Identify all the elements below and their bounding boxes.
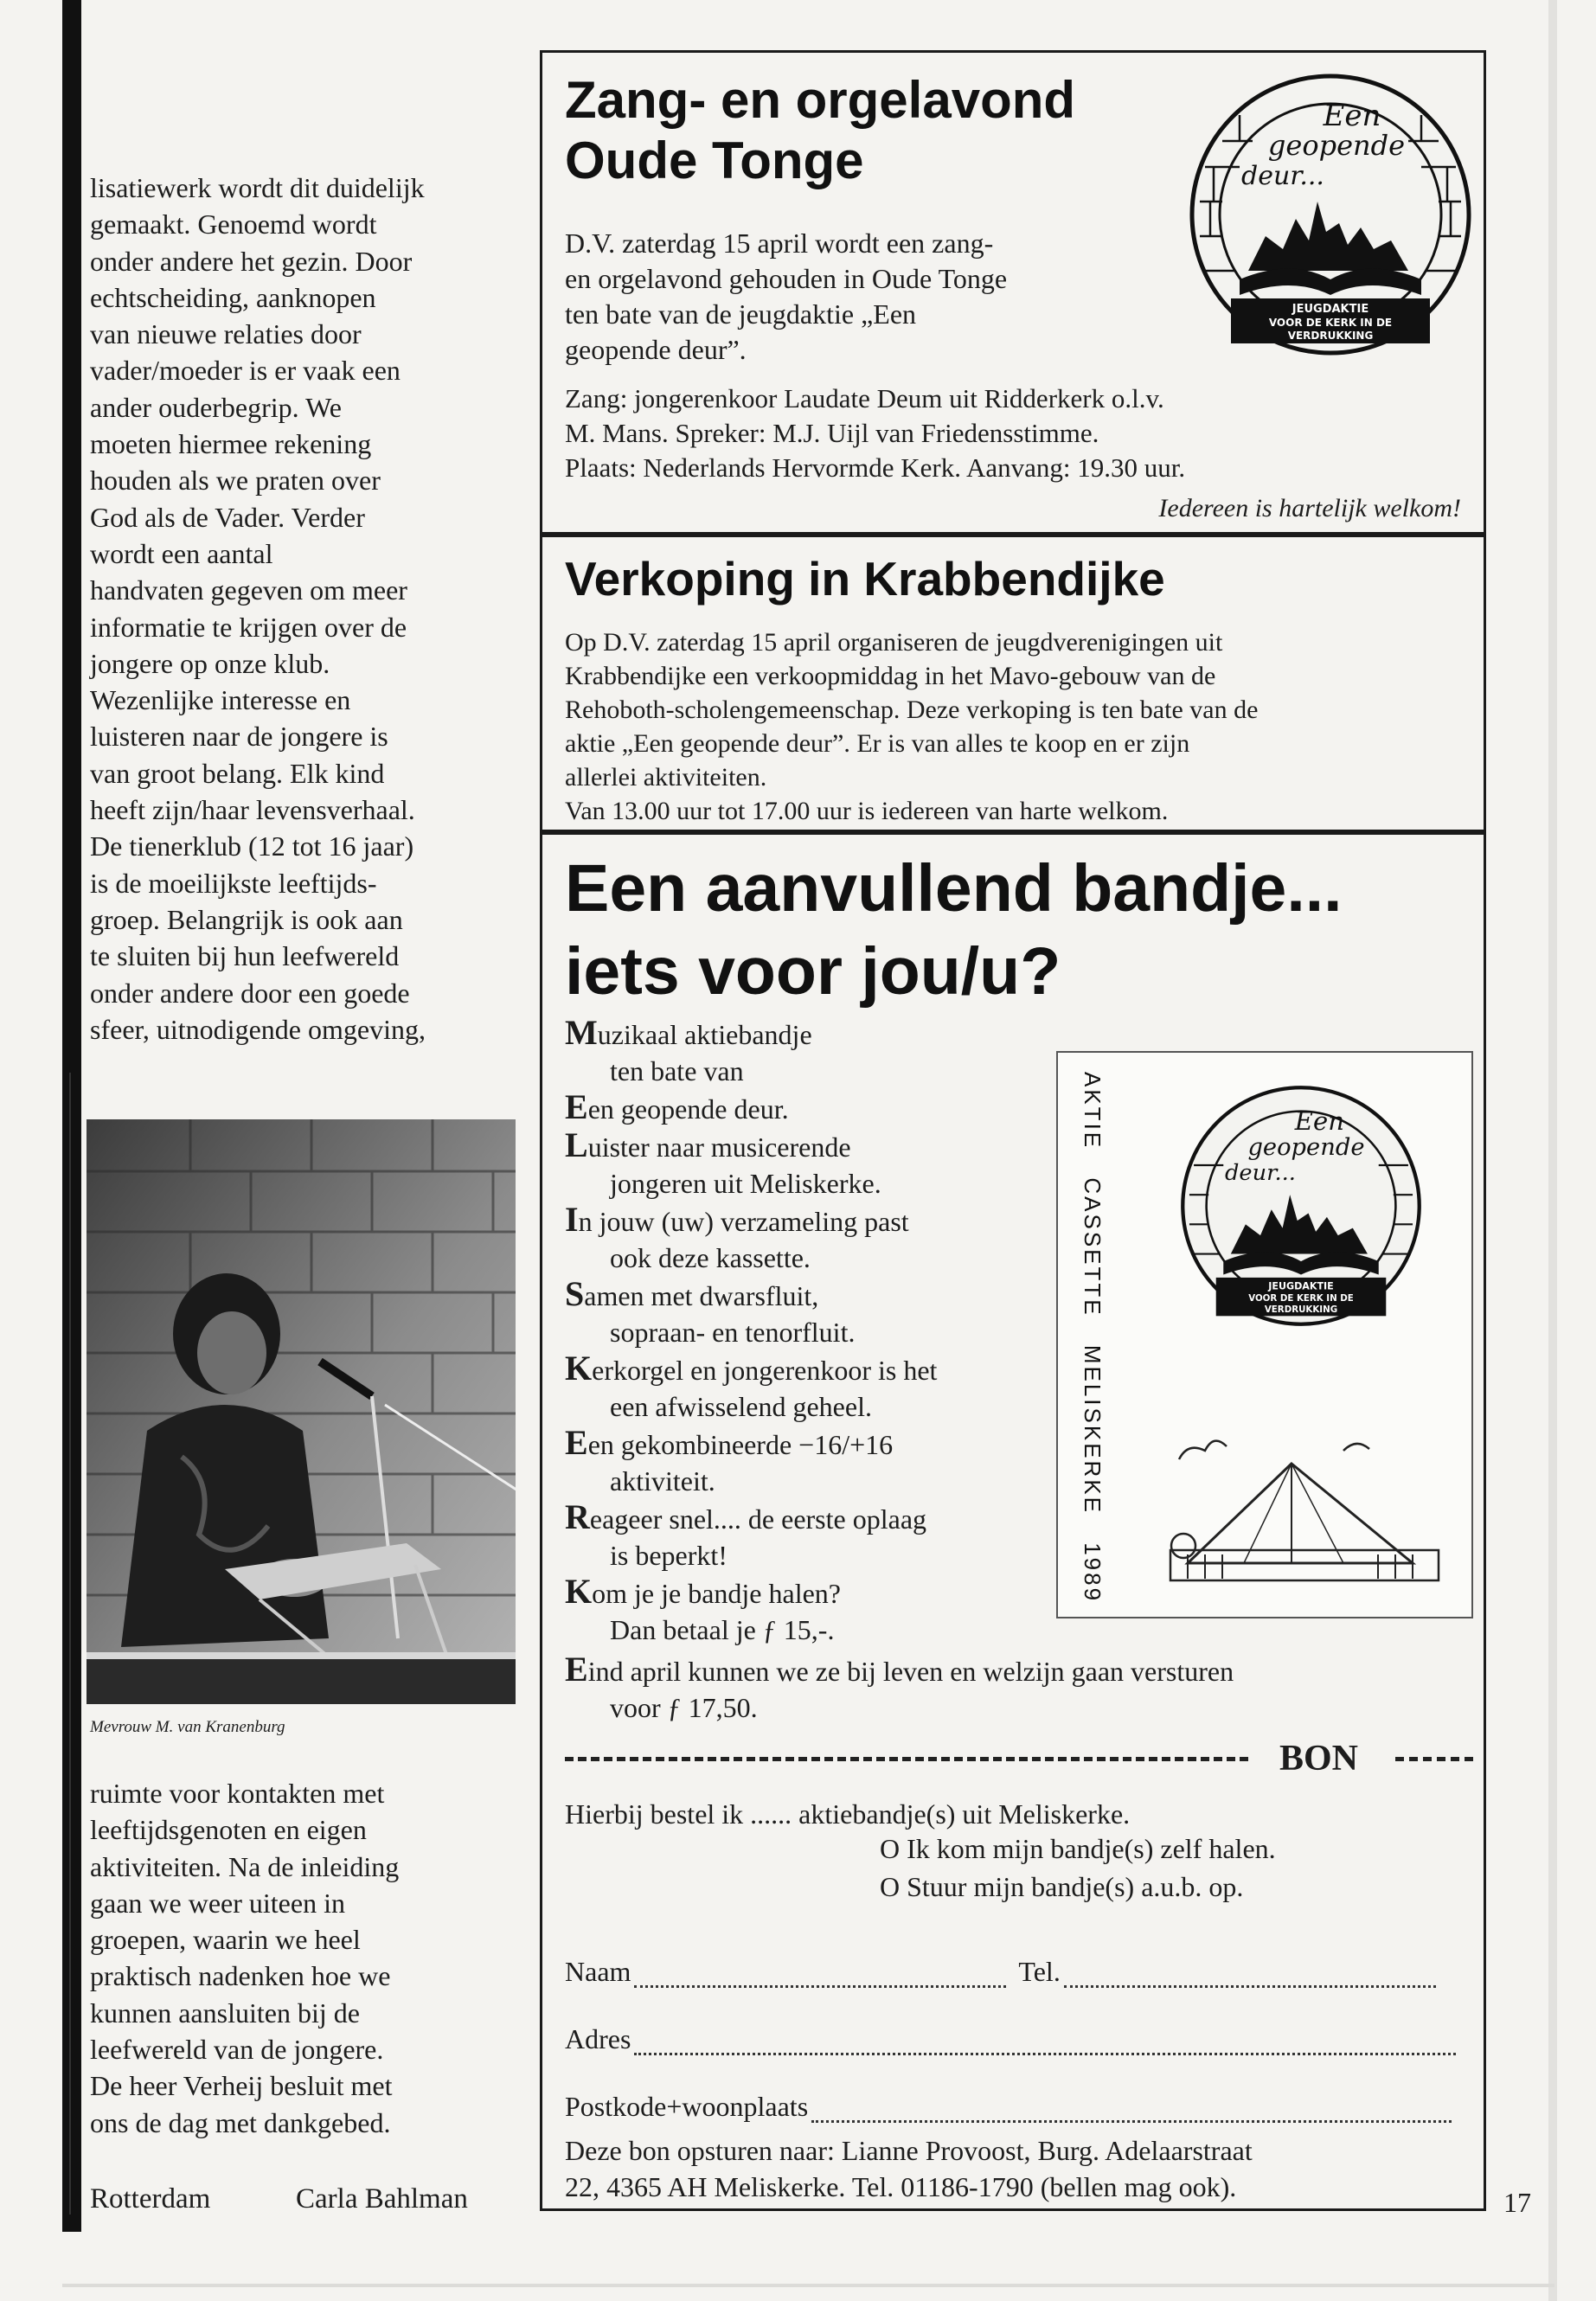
announcement-details xyxy=(565,381,1473,485)
text-line: Plaats: Nederlands Hervormde Kerk. Aanvang: 19.30 uur. xyxy=(565,452,1186,483)
acrostic-continuation: ten bate van xyxy=(610,1055,744,1086)
text-line: houden als we praten over xyxy=(90,465,381,497)
text-line: leefwereld van de jongere. xyxy=(90,2034,384,2066)
text-line: Op D.V. zaterdag 15 april organiseren de jeugdverenigingen uit xyxy=(565,628,1223,657)
article-text-top xyxy=(90,170,514,1048)
name-blank[interactable] xyxy=(634,1963,1006,1988)
text-line: vader/moeder is er vaak een xyxy=(90,355,401,387)
postcode-field[interactable] xyxy=(565,2091,1452,2123)
logo-line2: geopende xyxy=(1267,129,1406,162)
text-line: te sluiten bij hun leefwereld xyxy=(90,940,400,972)
een-geopende-deur-logo xyxy=(1179,1084,1423,1328)
acrostic-initial: E xyxy=(565,1650,588,1689)
text-line: handvaten gegeven om meer xyxy=(90,574,407,606)
text-line: Wezenlijke interesse en xyxy=(90,684,351,716)
acrostic-text: n jouw (uw) verzameling past xyxy=(578,1206,909,1237)
text-line: Van 13.00 uur tot 17.00 uur is iedereen van harte welkom. xyxy=(565,797,1169,825)
announcement-intro xyxy=(565,226,1162,368)
logo-band1: JEUGDAKTIE xyxy=(1268,1280,1334,1292)
logo-line2: geopende xyxy=(1247,1134,1365,1162)
text-line: 22, 4365 AH Meliskerke. Tel. 01186-1790 (bellen mag ook). xyxy=(565,2171,1237,2202)
text-line: moeten hiermee rekening xyxy=(90,428,372,460)
acrostic-continuation: aktiviteit. xyxy=(610,1465,715,1497)
shipping-text: ind april kunnen we ze bij leven en welzijn gaan versturen xyxy=(587,1656,1234,1687)
text-line: Deze bon opsturen naar: Lianne Provoost, Burg. Adelaarstraat xyxy=(565,2135,1253,2166)
acrostic-continuation: is beperkt! xyxy=(610,1540,727,1571)
tel-blank[interactable] xyxy=(1064,1963,1436,1988)
text-line: gaan we weer uiteen in xyxy=(90,1887,345,1919)
text-line: kunnen aansluiten bij de xyxy=(90,1997,360,2029)
logo-line1: Een xyxy=(1294,1106,1344,1136)
text-line: ander ouderbegrip. We xyxy=(90,391,342,423)
acrostic-item xyxy=(565,1499,1118,1537)
column-rule xyxy=(69,1073,71,2214)
signature-city: Rotterdam xyxy=(90,2183,211,2214)
text-line: en orgelavond gehouden in Oude Tonge xyxy=(565,263,1008,294)
acrostic-item xyxy=(565,1276,1118,1314)
logo-band3: VERDRUKKING xyxy=(1264,1304,1338,1316)
text-line: God als de Vader. Verder xyxy=(90,501,365,533)
text-line: praktisch nadenken hoe we xyxy=(90,1960,391,1992)
acrostic-text: erkorgel en jongerenkoor is het xyxy=(592,1355,938,1386)
announcement-body xyxy=(565,625,1473,828)
announcement-verkoping xyxy=(540,535,1486,832)
text-line: Rehoboth-scholengemeenschap. Deze verkoping is ten bate van de xyxy=(565,695,1259,724)
acrostic-item xyxy=(565,1015,1118,1053)
title-line: Zang- en orgelavond xyxy=(565,71,1076,129)
text-line: leeftijdsgenoten en eigen xyxy=(90,1814,367,1846)
acrostic-list xyxy=(565,1015,1118,1648)
send-address xyxy=(565,2132,1473,2205)
text-line: groepen, waarin we heel xyxy=(90,1924,361,1956)
acrostic-item xyxy=(565,1350,1118,1388)
announcement-zang-orgelavond xyxy=(540,50,1486,535)
text-line: is de moeilijkste leeftijds- xyxy=(90,867,377,899)
logo-line1: Een xyxy=(1323,99,1381,133)
advertisement-title xyxy=(565,847,1343,1013)
text-line: gemaakt. Genoemd wordt xyxy=(90,208,377,240)
text-line: aktie „Een geopende deur”. Er is van alles te koop en er zijn xyxy=(565,729,1190,758)
acrostic-continuation: Dan betaal je ƒ 15,-. xyxy=(610,1614,835,1645)
dashed-cut-line xyxy=(565,1757,1248,1761)
text-line: informatie te krijgen over de xyxy=(90,611,407,643)
title-line: Oude Tonge xyxy=(565,131,864,189)
acrostic-item xyxy=(565,1574,1118,1612)
title-line: Een aanvullend bandje... xyxy=(565,851,1343,926)
text-line: jongere op onze klub. xyxy=(90,647,330,679)
text-line: groep. Belangrijk is ook aan xyxy=(90,903,403,935)
acrostic-initial: L xyxy=(565,1125,588,1164)
address-blank[interactable] xyxy=(634,2030,1456,2055)
acrostic-item xyxy=(565,1089,1118,1127)
field-label: Adres xyxy=(565,2023,631,2054)
text-line: D.V. zaterdag 15 april wordt een zang- xyxy=(565,228,994,259)
coupon-label: BON xyxy=(1279,1739,1359,1779)
text-line: sfeer, uitnodigende omgeving, xyxy=(90,1013,426,1045)
acrostic-item xyxy=(565,1202,1118,1240)
text-line: heeft zijn/haar levensverhaal. xyxy=(90,794,415,826)
cassette-label: AKTIE CASSETTE MELISKERKE 1989 xyxy=(1080,1072,1106,1604)
advertisement-bandje xyxy=(540,832,1486,2211)
dashed-cut-line xyxy=(1395,1757,1473,1761)
address-field[interactable] xyxy=(565,2023,1456,2055)
logo-band3: VERDRUKKING xyxy=(1287,330,1374,342)
logo-line3: deur... xyxy=(1241,161,1324,191)
text-line: geopende deur”. xyxy=(565,334,747,365)
signature-author: Carla Bahlman xyxy=(296,2183,468,2214)
option-pickup[interactable]: O Ik kom mijn bandje(s) zelf halen. xyxy=(880,1833,1276,1864)
text-line: ten bate van de jeugdaktie „Een xyxy=(565,298,917,330)
text-line: De heer Verheij besluit met xyxy=(90,2070,393,2102)
photo-caption: Mevrouw M. van Kranenburg xyxy=(90,1718,285,1736)
name-field[interactable] xyxy=(565,1956,1436,1988)
announcement-title xyxy=(565,70,1162,191)
text-line: wordt een aantal xyxy=(90,537,273,569)
een-geopende-deur-logo xyxy=(1188,72,1473,357)
page-edge xyxy=(1548,0,1557,2301)
acrostic-initial: E xyxy=(565,1087,588,1126)
coupon-cut-line xyxy=(565,1738,1473,1781)
acrostic-text: amen met dwarsfluit, xyxy=(584,1280,819,1311)
field-label: Naam xyxy=(565,1956,631,1987)
page-bottom-edge xyxy=(62,2284,1554,2287)
text-line: echtscheiding, aanknopen xyxy=(90,281,376,313)
text-line: ons de dag met dankgebed. xyxy=(90,2106,391,2138)
text-line: van groot belang. Elk kind xyxy=(90,757,385,789)
order-line: Hierbij bestel ik ...... aktiebandje(s) uit Meliskerke. xyxy=(565,1798,1131,1830)
shipping-price: voor ƒ 17,50. xyxy=(610,1692,758,1723)
logo-band1: JEUGDAKTIE xyxy=(1292,303,1369,316)
acrostic-item xyxy=(565,1425,1118,1463)
text-line: luisteren naar de jongere is xyxy=(90,721,388,753)
welcome-text: Iedereen is hartelijk welkom! xyxy=(1158,494,1461,522)
cassette-inset xyxy=(1056,1051,1473,1618)
acrostic-continuation: ook deze kassette. xyxy=(610,1242,811,1273)
acrostic-text: en gekombineerde −16/+16 xyxy=(587,1429,894,1460)
acrostic-initial: S xyxy=(565,1274,585,1313)
acrostic-initial: K xyxy=(565,1349,593,1388)
acrostic-item xyxy=(565,1127,1118,1165)
announcement-title: Verkoping in Krabbendijke xyxy=(565,552,1165,606)
option-send[interactable]: O Stuur mijn bandje(s) a.u.b. op. xyxy=(880,1871,1244,1902)
acrostic-initial: M xyxy=(565,1013,598,1052)
acrostic-text: uister naar musicerende xyxy=(587,1131,851,1163)
acrostic-initial: K xyxy=(565,1572,593,1611)
shipping-note xyxy=(565,1651,1473,1726)
acrostic-initial: R xyxy=(565,1497,590,1536)
acrostic-text: eageer snel.... de eerste oplaag xyxy=(589,1503,927,1535)
field-label: Tel. xyxy=(1018,1956,1061,1987)
acrostic-continuation: jongeren uit Meliskerke. xyxy=(610,1168,881,1199)
title-line: iets voor jou/u? xyxy=(565,934,1061,1009)
photo-illustration xyxy=(87,1119,516,1704)
text-line: M. Mans. Spreker: M.J. Uijl van Friedensstimme. xyxy=(565,418,1099,448)
text-line: lisatiewerk wordt dit duidelijk xyxy=(90,172,425,203)
photo-organist xyxy=(87,1119,516,1704)
text-line: aktiviteiten. Na de inleiding xyxy=(90,1850,400,1882)
logo-band2: VOOR DE KERK IN DE xyxy=(1268,317,1393,329)
acrostic-text: om je je bandje halen? xyxy=(592,1578,841,1609)
postcode-blank[interactable] xyxy=(811,2098,1452,2123)
acrostic-text: uzikaal aktiebandje xyxy=(597,1019,812,1050)
text-line: onder andere door een goede xyxy=(90,977,410,1009)
tent-drawing xyxy=(1162,1425,1447,1598)
acrostic-initial: E xyxy=(565,1423,588,1462)
text-line: van nieuwe relaties door xyxy=(90,318,362,350)
logo-band2: VOOR DE KERK IN DE xyxy=(1248,1293,1354,1304)
page-number: 17 xyxy=(1503,2187,1531,2218)
text-line: onder andere het gezin. Door xyxy=(90,245,413,277)
text-line: Zang: jongerenkoor Laudate Deum uit Ridderkerk o.l.v. xyxy=(565,383,1164,413)
text-line: allerlei aktiviteiten. xyxy=(565,763,767,792)
text-line: Krabbendijke een verkoopmiddag in het Mavo-gebouw van de xyxy=(565,662,1216,690)
field-label: Postkode+woonplaats xyxy=(565,2091,809,2122)
logo-line3: deur... xyxy=(1225,1160,1296,1187)
acrostic-continuation: sopraan- en tenorfluit. xyxy=(610,1317,856,1348)
acrostic-text: en geopende deur. xyxy=(587,1093,789,1125)
binding-edge xyxy=(62,0,81,2232)
text-line: ruimte voor kontakten met xyxy=(90,1778,385,1809)
text-line: De tienerklub (12 tot 16 jaar) xyxy=(90,830,414,862)
acrostic-continuation: een afwisselend geheel. xyxy=(610,1391,872,1422)
article-text-bottom xyxy=(90,1775,514,2141)
acrostic-initial: I xyxy=(565,1200,579,1239)
